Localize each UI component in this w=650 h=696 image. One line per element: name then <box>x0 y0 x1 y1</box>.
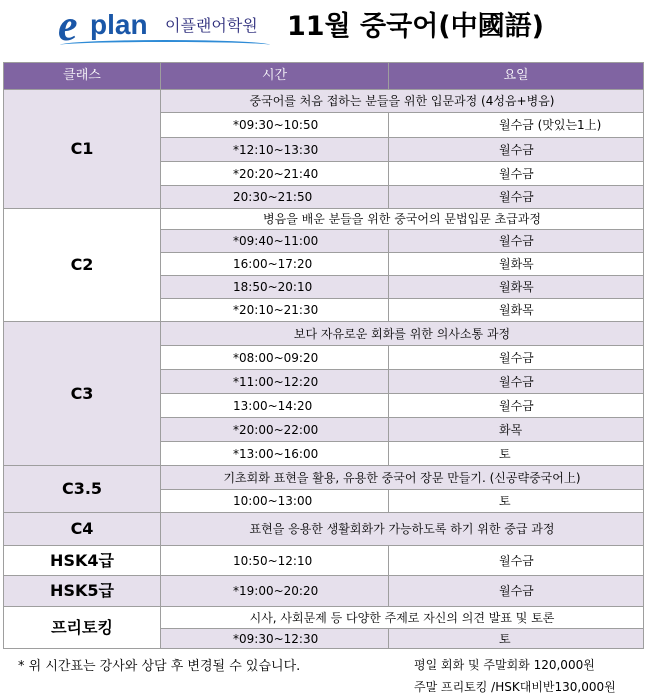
class-cell: HSK4급 <box>4 546 161 576</box>
time-cell: 18:50~20:10 <box>161 276 389 299</box>
time-cell: *20:00~22:00 <box>161 418 389 442</box>
column-header-time: 시간 <box>161 63 389 90</box>
column-header-days: 요일 <box>389 63 644 90</box>
days-cell: 월수금 <box>389 346 644 370</box>
days-cell: 월화목 <box>389 276 644 299</box>
time-cell: *11:00~12:20 <box>161 370 389 394</box>
logo-e: e <box>58 1 78 50</box>
days-cell: 월수금 (맛있는1上) <box>389 113 644 138</box>
page-header <box>0 0 650 58</box>
time-cell: *09:40~11:00 <box>161 230 389 253</box>
class-description: 병음을 배운 분들을 위한 중국어의 문법입문 초급과정 <box>161 209 644 230</box>
days-cell: 토 <box>389 629 644 649</box>
class-cell: C3 <box>4 322 161 466</box>
time-cell: 13:00~14:20 <box>161 394 389 418</box>
class-cell: 프리토킹 <box>4 607 161 649</box>
time-cell: *12:10~13:30 <box>161 138 389 162</box>
class-description: 시사, 사회문제 등 다양한 주제로 자신의 의견 발표 및 토론 <box>161 607 644 629</box>
time-cell: *19:00~20:20 <box>161 576 389 607</box>
class-description: 중국어를 처음 접하는 분들을 위한 입문과정 (4성음+병음) <box>161 90 644 113</box>
table-header-row <box>4 63 644 90</box>
days-cell: 월수금 <box>389 546 644 576</box>
class-description: 보다 자유로운 회화를 위한 의사소통 과정 <box>161 322 644 346</box>
time-cell: 20:30~21:50 <box>161 186 389 209</box>
page-title: 11월 중국어(中國語) <box>287 11 544 42</box>
time-cell: 10:50~12:10 <box>161 546 389 576</box>
logo-plan: plan <box>90 9 148 40</box>
days-cell: 월화목 <box>389 299 644 322</box>
weekday-price: 평일 회화 및 주말회화 120,000원 <box>414 658 595 672</box>
class-cell: C2 <box>4 209 161 322</box>
logo-swoosh <box>60 40 270 50</box>
days-cell: 월수금 <box>389 162 644 186</box>
class-cell: C3.5 <box>4 466 161 513</box>
table-row <box>4 513 644 546</box>
class-cell: HSK5급 <box>4 576 161 607</box>
table-row <box>4 466 644 490</box>
days-cell: 월수금 <box>389 576 644 607</box>
table-row <box>4 576 644 607</box>
class-cell: C4 <box>4 513 161 546</box>
table-row <box>4 607 644 629</box>
schedule-change-note: * 위 시간표는 강사와 상담 후 변경될 수 있습니다. <box>18 659 301 674</box>
days-cell: 월수금 <box>389 138 644 162</box>
table-row <box>4 90 644 113</box>
time-cell: *13:00~16:00 <box>161 442 389 466</box>
schedule-table <box>3 62 644 649</box>
days-cell: 월수금 <box>389 230 644 253</box>
time-cell: *08:00~09:20 <box>161 346 389 370</box>
weekend-price: 주말 프리토킹 /HSK대비반130,000원 <box>414 680 616 694</box>
time-cell: *20:20~21:40 <box>161 162 389 186</box>
class-description: 표현을 응용한 생활회화가 가능하도록 하기 위한 중급 과정 <box>161 513 644 546</box>
days-cell: 토 <box>389 442 644 466</box>
class-cell: C1 <box>4 90 161 209</box>
time-cell: *09:30~12:30 <box>161 629 389 649</box>
table-row <box>4 546 644 576</box>
days-cell: 월수금 <box>389 394 644 418</box>
days-cell: 월수금 <box>389 370 644 394</box>
table-row <box>4 322 644 346</box>
class-description: 기초회화 표현을 활용, 유용한 중국어 장문 만들기. (신공략중국어上) <box>161 466 644 490</box>
time-cell: *09:30~10:50 <box>161 113 389 138</box>
days-cell: 월수금 <box>389 186 644 209</box>
days-cell: 화목 <box>389 418 644 442</box>
days-cell: 월화목 <box>389 253 644 276</box>
time-cell: *20:10~21:30 <box>161 299 389 322</box>
logo-academy-name: 이플랜어학원 <box>165 16 258 35</box>
time-cell: 10:00~13:00 <box>161 490 389 513</box>
column-header-class: 클래스 <box>4 63 161 90</box>
table-row <box>4 209 644 230</box>
days-cell: 토 <box>389 490 644 513</box>
time-cell: 16:00~17:20 <box>161 253 389 276</box>
